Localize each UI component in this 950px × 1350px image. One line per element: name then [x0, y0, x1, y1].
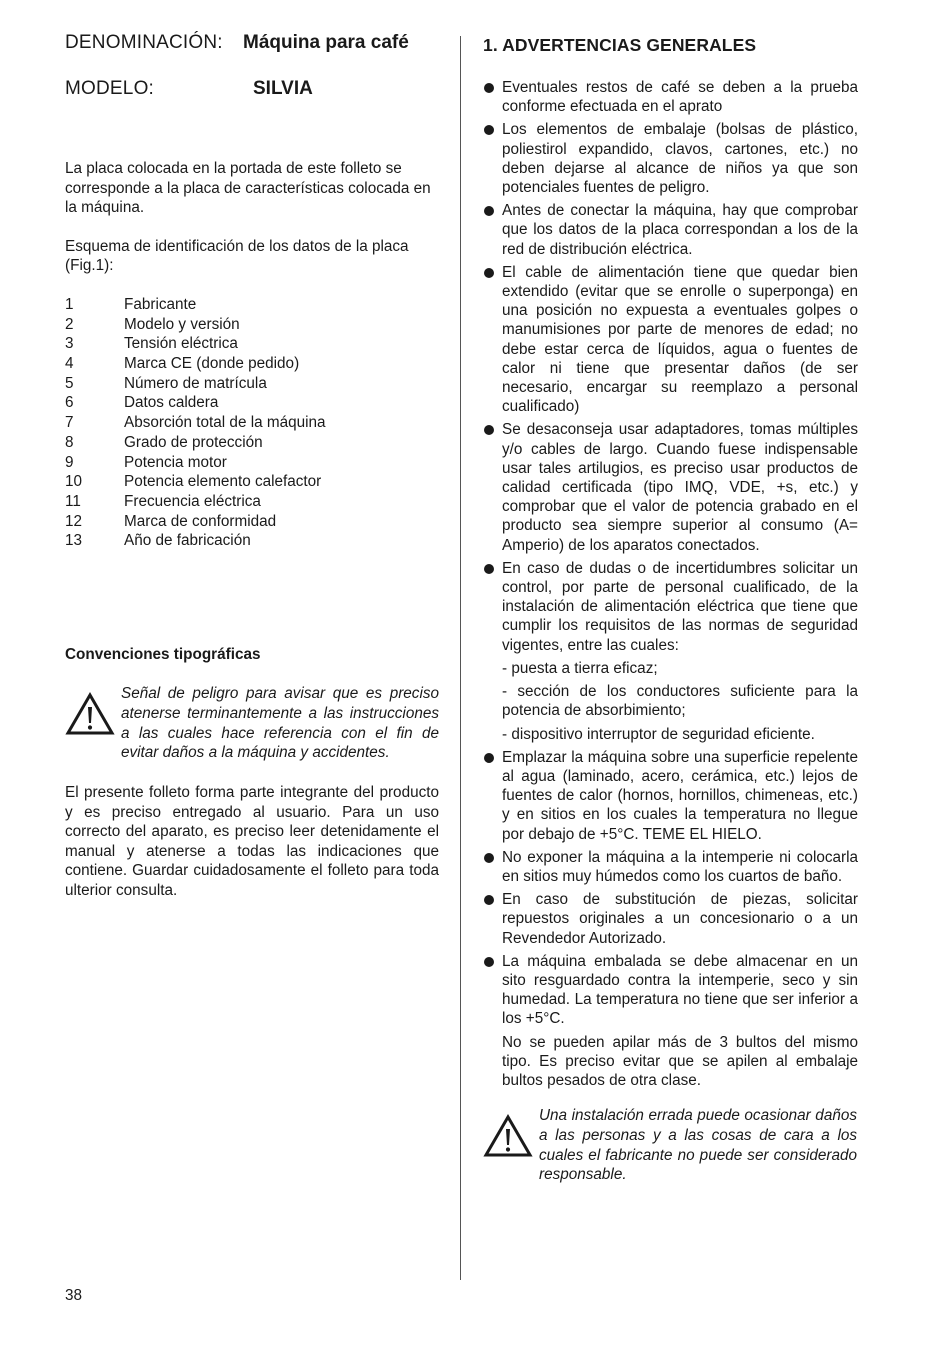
plate-item-label: Datos caldera — [124, 394, 219, 412]
plate-item-number: 9 — [65, 453, 74, 471]
warning-subitem-text: - dispositivo interruptor de seguridad eficiente. — [502, 725, 815, 743]
conventions-title: Convenciones tipográficas — [65, 646, 261, 664]
warning-item-text: Emplazar la máquina sobre una superficie repelente al agua (laminado, acero, cerámica, etc.) lejos de fuentes de calor (hornos, hornillos, chimeneas, etc.) y en sitios en los cuales la temperatura no llegue por debajo de +5°C. TEME EL HIELO. — [502, 748, 858, 843]
plate-item — [65, 512, 439, 532]
modelo-label: MODELO: — [65, 78, 155, 99]
warning-item-text: Los elementos de embalaje (bolsas de plástico, poliestirol expandido, clavos, cartones, etc.) no deben dejarse al alcance de niños ya que son potenciales fuentes de peligro. — [502, 121, 858, 197]
warning-subitem-text: - puesta a tierra eficaz; — [502, 659, 658, 677]
warning-subitem-text: No se pueden apilar más de 3 bultos del mismo tipo. Es preciso evitar que se apilen al embalaje bultos pesados de otra clase. — [502, 1033, 858, 1089]
plate-item-label: Número de matrícula — [124, 374, 267, 392]
warning-item — [483, 120, 858, 197]
warning-item-text: El cable de alimentación tiene que quedar bien extendido (evitar que se enrolle o superponga) en una posición no expuesta a eventuales golpes o manumisiones por parte de menores de edad; no debe estar cerca de líquidos, agua o fuentes de calor ni tiene que presentar daños (de ser necesario, encargar su reemplazo a personal cualificado) — [502, 263, 858, 416]
plate-item — [65, 492, 439, 512]
section-title: 1. ADVERTENCIAS GENERALES — [483, 35, 757, 55]
plate-item-label: Grado de protección — [124, 433, 263, 451]
plate-item — [65, 295, 439, 315]
right-column — [483, 30, 858, 1185]
bullet-dot-icon — [484, 83, 494, 93]
warning-item — [483, 263, 858, 417]
warning-subitem-text: - sección de los conductores suficiente para la potencia de absorbimiento; — [502, 683, 858, 720]
left-column — [65, 30, 439, 900]
folleto-paragraph: El presente folleto forma parte integrante del producto y es preciso entregado al usuario. Para un uso correcto del aparato, es preciso leer detenidamente el manual y atenerse a todas las indicaciones que contiene. Guardar cuidadosamente el folleto para toda ulterior consulta. — [65, 783, 439, 899]
bullet-dot-icon — [484, 125, 494, 135]
bullet-dot-icon — [484, 957, 494, 967]
column-divider — [460, 36, 461, 1280]
plate-item — [65, 453, 439, 473]
plate-item-label: Fabricante — [124, 295, 197, 313]
warning-item-text: Antes de conectar la máquina, hay que comprobar que los datos de la placa correspondan a los de la red de distribución eléctrica. — [502, 202, 858, 258]
plate-item-number: 7 — [65, 414, 74, 432]
plate-item — [65, 393, 439, 413]
plate-item-label: Año de fabricación — [124, 532, 251, 550]
bullet-dot-icon — [484, 268, 494, 278]
denominacion-row — [65, 32, 439, 54]
warning-triangle-icon — [483, 1106, 535, 1185]
bullet-dot-icon — [484, 564, 494, 574]
warning-item — [483, 748, 858, 844]
warning-item — [483, 420, 858, 554]
plate-item-label: Potencia motor — [124, 453, 227, 471]
warning-item — [483, 559, 858, 744]
plate-item-label: Modelo y versión — [124, 315, 240, 333]
danger-note-block — [65, 684, 439, 763]
warning-item — [483, 952, 858, 1090]
plate-item-number: 5 — [65, 374, 74, 392]
warning-item-text: En caso de substitución de piezas, solicitar repuestos originales a un concesionario o a un Revendedor Autorizado. — [502, 891, 858, 947]
plate-item-label: Marca CE (donde pedido) — [124, 355, 300, 373]
warning-item-text: Eventuales restos de café se deben a la prueba conforme efectuada en el aprato — [502, 79, 858, 116]
warning-item-text: La máquina embalada se debe almacenar en un sito resguardado contra la intemperie, seco y sin humedad. La temperatura no tiene que ser inferior a los +5°C. — [502, 952, 858, 1028]
danger-note-text: Señal de peligro para avisar que es preciso atenerse terminantemente a las instrucciones a las cuales hace referencia con el fin de evitar daños a la máquina y accidentes. — [121, 685, 439, 762]
plate-item-label: Absorción total de la máquina — [124, 414, 326, 432]
modelo-value: SILVIA — [253, 78, 313, 99]
plate-scheme-intro: Esquema de identificación de los datos de la placa (Fig.1): — [65, 237, 409, 275]
plate-item-number: 11 — [65, 493, 81, 510]
page-number: 38 — [65, 1287, 83, 1304]
plate-item-number: 6 — [65, 394, 74, 412]
warning-item — [483, 78, 858, 116]
install-warning-text: Una instalación errada puede ocasionar daños a las personas y a las cosas de cara a los cuales el fabricante no puede ser considerado responsable. — [539, 1107, 857, 1184]
plate-item — [65, 413, 439, 433]
plate-intro-paragraph: La placa colocada en la portada de este folleto se corresponde a la placa de características colocada en la máquina. — [65, 160, 431, 217]
plate-item-label: Frecuencia eléctrica — [124, 493, 261, 510]
plate-item — [65, 334, 439, 354]
plate-item — [65, 472, 439, 492]
plate-data-list — [65, 295, 439, 551]
warning-item — [483, 201, 858, 259]
warning-triangle-icon — [65, 684, 117, 763]
warning-item-text: En caso de dudas o de incertidumbres solicitar un control, por parte de personal cualificado, de la instalación de alimentación eléctrica que tiene que cumplir los requisitos de las normas de seguridad vigentes, entre las cuales: — [502, 559, 858, 654]
plate-item — [65, 531, 439, 551]
plate-item — [65, 433, 439, 453]
bullet-dot-icon — [484, 425, 494, 435]
warning-item — [483, 890, 858, 948]
plate-item-label: Marca de conformidad — [124, 512, 277, 530]
plate-item — [65, 374, 439, 394]
plate-item-number: 4 — [65, 355, 74, 373]
warning-item-text: Se desaconseja usar adaptadores, tomas múltiples y/o cables de largo. Cuando fuese indispensable usar tales artilugios, es preciso usar productos de calidad certificada (tipo IMQ, VDE, +s, etc.) y comprobar que el valor de potencia grabado en el producto sea siempre superior al consumo (A= Amperio) de los aparatos conectados. — [502, 421, 858, 554]
plate-item-number: 13 — [65, 532, 83, 550]
denominacion-label: DENOMINACIÓN: — [65, 32, 223, 53]
bullet-dot-icon — [484, 853, 494, 863]
bullet-dot-icon — [484, 753, 494, 763]
warnings-list — [483, 78, 858, 1090]
plate-item-label: Tensión eléctrica — [124, 335, 238, 353]
plate-item-number: 10 — [65, 473, 83, 491]
plate-item-number: 1 — [65, 295, 74, 313]
bullet-dot-icon — [484, 206, 494, 216]
modelo-row — [65, 78, 439, 100]
plate-item-number: 3 — [65, 335, 74, 353]
bullet-dot-icon — [484, 895, 494, 905]
install-warning-block — [483, 1106, 858, 1185]
denominacion-value: Máquina para café — [243, 32, 409, 53]
plate-item-number: 12 — [65, 512, 83, 530]
plate-item-number: 2 — [65, 315, 74, 333]
plate-item — [65, 354, 439, 374]
plate-item — [65, 315, 439, 335]
plate-item-label: Potencia elemento calefactor — [124, 473, 322, 491]
plate-item-number: 8 — [65, 433, 74, 451]
warning-item-text: No exponer la máquina a la intemperie ni colocarla en sitios muy húmedos como los cuartos de baño. — [502, 848, 858, 885]
warning-item — [483, 848, 858, 886]
